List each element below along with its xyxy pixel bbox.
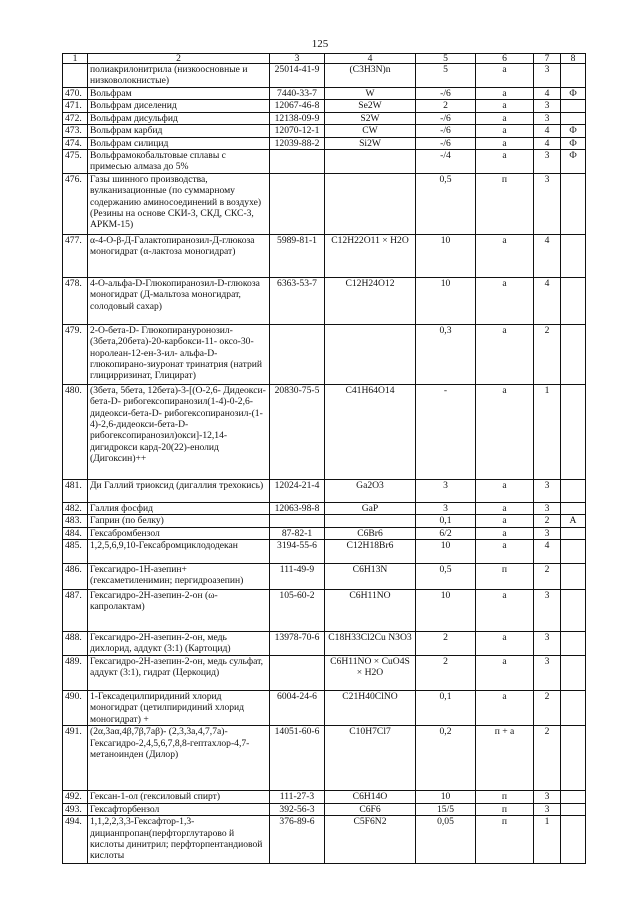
value-col6: а [476,324,534,384]
cas-number [270,173,325,234]
value-col8: Ф [561,150,586,174]
value-col7: 4 [534,125,561,137]
table-row [63,234,586,277]
table-row [63,527,586,539]
cas-number: 392-56-3 [270,803,325,815]
substance-name: Ди Галлий триоксид (дигаллия трехокись) [88,479,270,502]
substance-name: Гексагидро-2Н-азепин-2-он, медь сульфат, аддукт (3:1), гидрат (Церкоцид) [88,656,270,691]
table-row [63,150,586,174]
table-row [63,137,586,149]
value-col7: 2 [534,726,561,791]
value-col6: а [476,234,534,277]
value-col6: а [476,656,534,691]
column-header: 2 [88,54,270,64]
cas-number: 25014-41-9 [270,64,325,88]
chemical-formula: C6Br6 [325,527,416,539]
chemical-formula: C5F6N2 [325,816,416,864]
row-number: 483. [63,515,88,527]
cas-number: 12067-46-8 [270,100,325,112]
substance-name: Вольфрамокобальтовые сплавы с примесью алмаза до 5% [88,150,270,174]
chemical-formula: C6F6 [325,803,416,815]
value-col7: 3 [534,791,561,803]
cas-number: 20830-75-5 [270,384,325,479]
value-col8 [561,277,586,324]
value-col6: п [476,791,534,803]
value-col6: а [476,277,534,324]
row-number: 475. [63,150,88,174]
row-number: 472. [63,112,88,124]
value-col8: Ф [561,125,586,137]
table-row [63,479,586,502]
value-col7: 3 [534,527,561,539]
cas-number: 105-60-2 [270,590,325,632]
table-row [63,88,586,100]
value-col8 [561,564,586,590]
value-col8 [561,527,586,539]
value-col8 [561,64,586,88]
substance-name: α-4-О-β-Д-Галактопиранозил-Д-глюкоза моногидрат (α-лактоза моногидрат) [88,234,270,277]
table-row [63,691,586,726]
cas-number: 6004-24-6 [270,691,325,726]
value-col7: 3 [534,656,561,691]
cas-number: 13978-70-6 [270,632,325,656]
cas-number: 3194-55-6 [270,540,325,564]
value-col5: 0,5 [416,564,476,590]
value-col7: 4 [534,234,561,277]
value-col8 [561,791,586,803]
value-col6: п [476,803,534,815]
chemical-formula: C6H11NO × CuO4S × H2O [325,656,416,691]
table-row [63,540,586,564]
value-col5: 10 [416,791,476,803]
value-col6: а [476,632,534,656]
cas-number [270,656,325,691]
value-col5: 2 [416,632,476,656]
row-number: 484. [63,527,88,539]
table-row [63,515,586,527]
value-col5: 0,05 [416,816,476,864]
table-row [63,590,586,632]
value-col7: 3 [534,632,561,656]
chemical-formula: C6H14O [325,791,416,803]
value-col7: 3 [534,173,561,234]
value-col8 [561,100,586,112]
value-col6: а [476,100,534,112]
table-header-row [63,54,586,64]
column-header: 8 [561,54,586,64]
chemical-formula: W [325,88,416,100]
value-col7: 4 [534,540,561,564]
chemical-formula: (C3H3N)n [325,64,416,88]
table-row [63,803,586,815]
value-col6: а [476,590,534,632]
value-col7: 1 [534,816,561,864]
chemical-formula: Ga2O3 [325,479,416,502]
value-col6: а [476,64,534,88]
cas-number: 12039-88-2 [270,137,325,149]
value-col5: -/6 [416,125,476,137]
value-col7: 3 [534,803,561,815]
page-number: 125 [311,38,329,50]
row-number: 481. [63,479,88,502]
column-header: 1 [63,54,88,64]
value-col7: 4 [534,137,561,149]
chemical-formula: C6H13N [325,564,416,590]
substance-name: 1-Гексадецилпиридиний хлорид моногидрат (цетилпиридиний хлорид моногидрат) + [88,691,270,726]
substance-name: Вольфрам силицид [88,137,270,149]
cas-number: 12024-21-4 [270,479,325,502]
chemical-formula: S2W [325,112,416,124]
substance-name: Вольфрам дисульфид [88,112,270,124]
table-row [63,324,586,384]
cas-number: 5989-81-1 [270,234,325,277]
substance-name: Гексагидро-2Н-азепин-2-он, медь дихлорид, аддукт (3:1) (Картоцид) [88,632,270,656]
cas-number: 111-49-9 [270,564,325,590]
table-row [63,277,586,324]
value-col5: 0,3 [416,324,476,384]
row-number: 487. [63,590,88,632]
chemical-formula: C12H18Br6 [325,540,416,564]
row-number: 471. [63,100,88,112]
chemical-formula: Si2W [325,137,416,149]
chemical-formula: C18H33Cl2Cu N3O3 [325,632,416,656]
substances-table [62,53,586,864]
table-row [63,125,586,137]
chemical-formula: Se2W [325,100,416,112]
substance-name: полиакрилонитрила (низкоосновные и низковолокнистые) [88,64,270,88]
value-col6: а [476,502,534,514]
chemical-formula: C6H11NO [325,590,416,632]
value-col5: 3 [416,502,476,514]
value-col6: п [476,816,534,864]
row-number: 474. [63,137,88,149]
row-number: 477. [63,234,88,277]
value-col5: -/4 [416,150,476,174]
table-row [63,112,586,124]
value-col8 [561,384,586,479]
chemical-formula [325,173,416,234]
cas-number: 12070-12-1 [270,125,325,137]
value-col5: 10 [416,234,476,277]
value-col8 [561,691,586,726]
substance-name: 1,1,2,2,3,3-Гексафтор-1,3-дицианпропан(перфторглутарово й кислоты динитрил; перфторпентандиовой кислоты [88,816,270,864]
row-number [63,64,88,88]
row-number: 492. [63,791,88,803]
value-col6: а [476,691,534,726]
value-col8 [561,632,586,656]
chemical-formula [325,515,416,527]
chemical-formula: GaP [325,502,416,514]
chemical-formula [325,324,416,384]
value-col8 [561,479,586,502]
column-header: 5 [416,54,476,64]
value-col5: -/6 [416,112,476,124]
substance-name: Вольфрам карбид [88,125,270,137]
value-col5: 0,1 [416,515,476,527]
cas-number: 376-89-6 [270,816,325,864]
value-col7: 3 [534,112,561,124]
row-number: 470. [63,88,88,100]
value-col8: Ф [561,137,586,149]
cas-number: 12063-98-8 [270,502,325,514]
table-row [63,656,586,691]
value-col5: 10 [416,540,476,564]
value-col5: 2 [416,100,476,112]
value-col8 [561,112,586,124]
table-row [63,816,586,864]
table-row [63,726,586,791]
cas-number [270,324,325,384]
table-row [63,502,586,514]
substance-name: Галлия фосфид [88,502,270,514]
value-col8 [561,816,586,864]
value-col6: п [476,564,534,590]
row-number: 490. [63,691,88,726]
row-number: 489. [63,656,88,691]
table-row [63,384,586,479]
value-col6: а [476,527,534,539]
value-col5: 5 [416,64,476,88]
cas-number: 87-82-1 [270,527,325,539]
cas-number: 12138-09-9 [270,112,325,124]
row-number: 480. [63,384,88,479]
row-number: 494. [63,816,88,864]
value-col7: 2 [534,324,561,384]
value-col7: 3 [534,150,561,174]
substance-name: Гексагидро-2Н-азепин-2-он (ω-капролактам) [88,590,270,632]
table-row [63,564,586,590]
value-col8 [561,324,586,384]
value-col8 [561,803,586,815]
value-col6: а [476,540,534,564]
cas-number: 14051-60-6 [270,726,325,791]
table-row [63,632,586,656]
value-col6: а [476,88,534,100]
value-col6: п [476,173,534,234]
row-number: 488. [63,632,88,656]
cas-number [270,515,325,527]
cas-number: 111-27-3 [270,791,325,803]
value-col5: 2 [416,656,476,691]
value-col6: п + а [476,726,534,791]
substance-name: 2-О-бета-D- Глюкопирануронозил-(3бета,20бета)-20-карбокси-11- оксо-30-норолеан-12-ен-3-ил- альфа-D-глюкопирано-зиуронат тринатрия (натрий глицирризинат, Глицират) [88,324,270,384]
value-col5: 6/2 [416,527,476,539]
chemical-formula: C41H64O14 [325,384,416,479]
chemical-formula: C10H7Cl7 [325,726,416,791]
row-number: 479. [63,324,88,384]
value-col8 [561,502,586,514]
value-col7: 3 [534,502,561,514]
value-col8 [561,234,586,277]
cas-number: 7440-33-7 [270,88,325,100]
value-col6: а [476,515,534,527]
table-row [63,64,586,88]
value-col5: -/6 [416,137,476,149]
substance-name: Гексабромбензол [88,527,270,539]
chemical-formula: C12H24O12 [325,277,416,324]
row-number: 478. [63,277,88,324]
value-col8: А [561,515,586,527]
value-col5: 0,2 [416,726,476,791]
value-col7: 1 [534,384,561,479]
value-col6: а [476,479,534,502]
substance-name: 1,2,5,6,9,10-Гексабромциклододекан [88,540,270,564]
chemical-formula: C21H40ClNO [325,691,416,726]
value-col6: а [476,137,534,149]
substance-name: Вольфрам диселенид [88,100,270,112]
chemical-formula: CW [325,125,416,137]
value-col5: 10 [416,590,476,632]
cas-number: 6363-53-7 [270,277,325,324]
value-col7: 3 [534,100,561,112]
value-col8 [561,656,586,691]
value-col5: 0,1 [416,691,476,726]
row-number: 486. [63,564,88,590]
row-number: 485. [63,540,88,564]
value-col7: 3 [534,590,561,632]
column-header: 7 [534,54,561,64]
substance-name: 4-О-альфа-D-Глюкопиранозил-D-глюкоза моногидрат (Д-мальтоза моногидрат, солодовый сахар) [88,277,270,324]
substance-name: Газы шинного производства, вулканизационные (по суммарному содержанию аминосоединений в воздухе) (Резины на основе СКИ-3, СКД, СКС-3, АРКМ-15) [88,173,270,234]
value-col8: Ф [561,88,586,100]
value-col7: 3 [534,64,561,88]
substance-name: Вольфрам [88,88,270,100]
substance-name: (2α,3аα,4β,7β,7аβ)- (2,3,3а,4,7,7а)-Гексагидро-2,4,5,6,7,8,8-гептахлор-4,7-метаноинден (Дилор) [88,726,270,791]
substance-name: Гексагидро-1Н-азепин+ (гексаметиленимин; пергидроазепин) [88,564,270,590]
table-row [63,791,586,803]
value-col7: 2 [534,691,561,726]
row-number: 491. [63,726,88,791]
row-number: 493. [63,803,88,815]
row-number: 482. [63,502,88,514]
value-col6: а [476,150,534,174]
value-col5: 15/5 [416,803,476,815]
value-col5: 0,5 [416,173,476,234]
substance-name: Гексан-1-ол (гексиловый спирт) [88,791,270,803]
substance-name: Гексафторбензол [88,803,270,815]
chemical-formula [325,150,416,174]
table-row [63,100,586,112]
value-col5: -/6 [416,88,476,100]
value-col5: 10 [416,277,476,324]
row-number: 476. [63,173,88,234]
value-col7: 4 [534,88,561,100]
value-col5: 3 [416,479,476,502]
value-col8 [561,590,586,632]
substance-name: (3бета, 5бета, 12бета)-3-[(О-2,6- Дидеокси-бета-D- рибогексопиранозил(1-4)-0-2,6- дидеокси-бета-D- рибогексопиранозил-(1-4)-2,6-дидеокси-бета-D- рибогексопиранозил)окси]-12,14-дигидрокси кард-20(22)-енолид (Дигоксин)++ [88,384,270,479]
column-header: 3 [270,54,325,64]
value-col7: 2 [534,515,561,527]
column-header: 6 [476,54,534,64]
value-col6: а [476,112,534,124]
row-number: 473. [63,125,88,137]
substance-name: Гаприн (по белку) [88,515,270,527]
value-col7: 4 [534,277,561,324]
value-col6: а [476,384,534,479]
value-col7: 2 [534,564,561,590]
column-header: 4 [325,54,416,64]
value-col7: 3 [534,479,561,502]
value-col8 [561,540,586,564]
table-row [63,173,586,234]
value-col8 [561,726,586,791]
chemical-formula: C12H22O11 × H2O [325,234,416,277]
value-col8 [561,173,586,234]
value-col5: - [416,384,476,479]
value-col6: а [476,125,534,137]
cas-number [270,150,325,174]
